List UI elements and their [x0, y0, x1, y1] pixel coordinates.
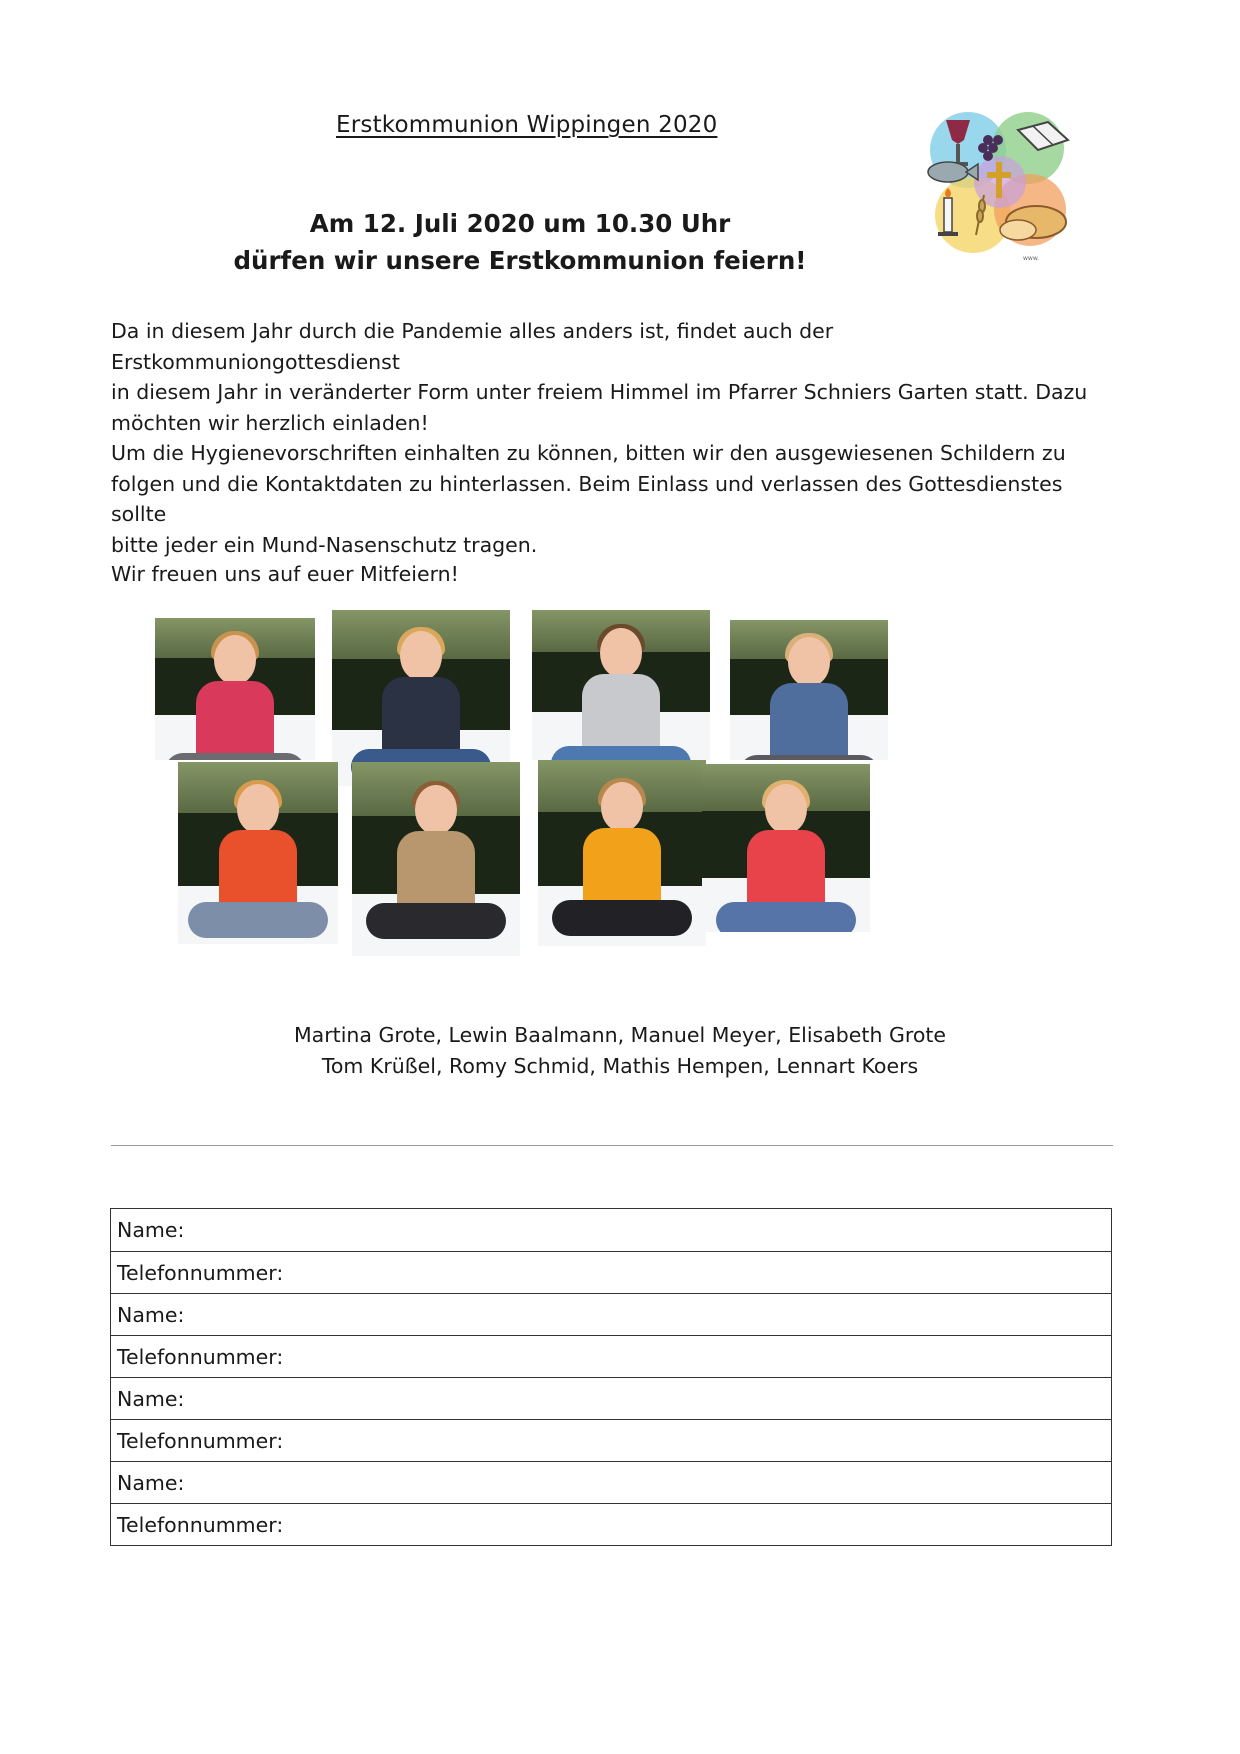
- communion-logo: [918, 110, 1078, 265]
- form-label: Telefonnummer:: [117, 1428, 284, 1453]
- text-line: Wir freuen uns auf euer Mitfeiern!: [111, 562, 459, 586]
- child-figure: [361, 762, 511, 956]
- photo-child-1: [155, 618, 315, 760]
- document-title: Erstkommunion Wippingen 2020: [336, 112, 718, 138]
- paragraph-hygiene: [111, 438, 1121, 560]
- divider-line: [111, 1145, 1113, 1146]
- form-row-phone[interactable]: [111, 1335, 1111, 1377]
- photo-child-7: [538, 760, 706, 946]
- paragraph-intro: [111, 316, 1121, 438]
- child-figure: [711, 764, 861, 932]
- form-row-name[interactable]: [111, 1461, 1111, 1503]
- photo-child-3: [532, 610, 710, 760]
- text-line: möchten wir herzlich einladen!: [111, 410, 429, 435]
- text-line: Da in diesem Jahr durch die Pandemie alles anders ist, findet auch der Erstkommuniongottesdienst: [111, 319, 834, 374]
- child-figure: [346, 610, 496, 786]
- form-row-name[interactable]: [111, 1377, 1111, 1419]
- child-figure: [160, 618, 310, 760]
- headline-text: dürfen wir unsere Erstkommunion feiern!: [233, 246, 807, 275]
- form-label: Name:: [117, 1470, 185, 1495]
- form-row-name[interactable]: [111, 1209, 1111, 1251]
- form-row-name[interactable]: [111, 1293, 1111, 1335]
- form-label: Telefonnummer:: [117, 1512, 284, 1537]
- paragraph-closing: [111, 559, 1121, 590]
- photo-child-6: [352, 762, 520, 956]
- form-row-phone[interactable]: [111, 1503, 1111, 1545]
- child-figure: [183, 762, 333, 944]
- caption-line: Martina Grote, Lewin Baalmann, Manuel Meyer, Elisabeth Grote: [293, 1023, 947, 1047]
- form-row-phone[interactable]: [111, 1419, 1111, 1461]
- child-figure: [546, 610, 696, 760]
- children-names-caption: [200, 1020, 1040, 1081]
- form-label: Name:: [117, 1302, 185, 1327]
- children-photo-collage: [150, 606, 930, 1006]
- photo-child-5: [178, 762, 338, 944]
- child-figure: [734, 620, 884, 760]
- form-label: Telefonnummer:: [117, 1344, 284, 1369]
- text-line: in diesem Jahr in veränderter Form unter freiem Himmel im Pfarrer Schniers Garten statt. Dazu: [111, 380, 1088, 404]
- svg-text:www.: www.: [1023, 255, 1040, 262]
- photo-child-4: [730, 620, 888, 760]
- photo-child-2: [332, 610, 510, 786]
- text-line: bitte jeder ein Mund-Nasenschutz tragen.: [111, 532, 538, 557]
- text-line: Um die Hygienevorschriften einhalten zu können, bitten wir den ausgewiesenen Schildern zu: [111, 441, 1066, 465]
- headline-date: Am 12. Juli 2020 um 10.30 Uhr: [309, 209, 731, 238]
- form-label: Telefonnummer:: [117, 1260, 284, 1285]
- text-line: folgen und die Kontaktdaten zu hinterlassen. Beim Einlass und verlassen des Gottesdienstes sollte: [111, 471, 1063, 526]
- caption-line: Tom Krüßel, Romy Schmid, Mathis Hempen, Lennart Koers: [321, 1053, 919, 1078]
- form-row-phone[interactable]: [111, 1251, 1111, 1293]
- event-headline: [220, 205, 820, 279]
- form-label: Name:: [117, 1386, 185, 1411]
- contact-form-table: [110, 1208, 1112, 1546]
- child-figure: [547, 760, 697, 946]
- form-label: Name:: [117, 1218, 185, 1242]
- photo-child-8: [702, 764, 870, 932]
